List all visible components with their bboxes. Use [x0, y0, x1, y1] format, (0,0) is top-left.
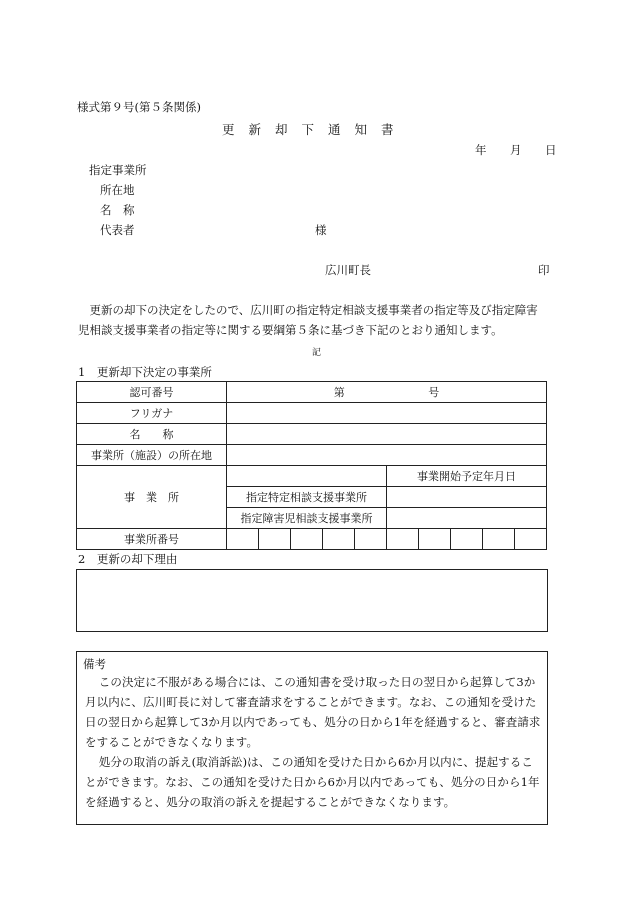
table-row	[77, 382, 547, 403]
table-row	[77, 529, 547, 550]
office-name-cell[interactable]	[227, 424, 547, 445]
office-number-digit[interactable]	[291, 529, 323, 550]
type1-date-cell[interactable]	[387, 487, 547, 508]
form-number: 様式第９号(第５条関係)	[77, 100, 201, 114]
date-year: 年	[475, 143, 487, 157]
ki-mark: 記	[312, 348, 322, 358]
office-number-digit[interactable]	[451, 529, 483, 550]
office-label: 事 業 所	[77, 466, 227, 529]
office-number-digit[interactable]	[355, 529, 387, 550]
notes-paragraph-1: この決定に不服がある場合には、この通知書を受け取った日の翌日から起算して3か月以内に、広川町長に対して審査請求をすることができます。なお、この通知を受けた日の翌日から起算して3か月以内であっても、処分の日から1年を経過すると、審査請求をすることができなくなります。	[85, 675, 541, 749]
table-row	[77, 466, 547, 487]
location-label: 事業所（施設）の所在地	[77, 445, 227, 466]
recipient-heading: 指定事業所	[89, 163, 147, 177]
office-number-digit[interactable]	[483, 529, 515, 550]
table-row	[77, 424, 547, 445]
address-label: 所在地	[100, 183, 135, 197]
start-date-label: 事業開始予定年月日	[387, 466, 547, 487]
reason-box[interactable]	[76, 569, 548, 632]
furigana-label: フリガナ	[77, 403, 227, 424]
honorific: 様	[315, 223, 327, 237]
notice-body: 更新の却下の決定をしたので、広川町の指定特定相談支援事業者の指定等及び指定障害児相談支援事業者の指定等に関する要綱第５条に基づき下記のとおり通知します。	[78, 303, 538, 337]
section1-title: 1 更新却下決定の事業所	[78, 365, 212, 379]
table-row	[77, 445, 547, 466]
date-day: 日	[545, 143, 557, 157]
date-month: 月	[510, 143, 522, 157]
sender-name: 広川町長	[325, 263, 371, 277]
office-number-digit[interactable]	[227, 529, 259, 550]
office-number-digit[interactable]	[515, 529, 547, 550]
name-label: 名 称	[100, 203, 135, 217]
office-name-label: 名 称	[77, 424, 227, 445]
notes-paragraph-2: 処分の取消の訴え(取消訴訟)は、この通知を受けた日から6か月以内に、提起することができます。なお、この通知を受けた日から6か月以内であっても、処分の日から1年を経過すると、処分の取消の訴えを提起することができなくなります。	[85, 755, 540, 809]
office-number-digit[interactable]	[419, 529, 451, 550]
office-number-digit[interactable]	[259, 529, 291, 550]
office-blank-cell[interactable]	[227, 466, 387, 487]
furigana-cell[interactable]	[227, 403, 547, 424]
notes-title: 備考	[83, 657, 106, 671]
type2-label: 指定障害児相談支援事業所	[227, 508, 387, 529]
type2-date-cell[interactable]	[387, 508, 547, 529]
permit-go: 号	[428, 386, 440, 399]
type1-label: 指定特定相談支援事業所	[227, 487, 387, 508]
office-table	[76, 381, 547, 550]
location-cell[interactable]	[227, 445, 547, 466]
representative-label: 代表者	[100, 223, 135, 237]
table-row	[77, 403, 547, 424]
permit-dai: 第	[333, 386, 345, 399]
notes-box	[76, 651, 548, 825]
seal-mark: 印	[538, 263, 550, 277]
document-title: 更新却下通知書	[222, 122, 408, 137]
permit-number-label: 認可番号	[77, 382, 227, 403]
office-number-digit[interactable]	[323, 529, 355, 550]
office-number-label: 事業所番号	[77, 529, 227, 550]
office-number-digit[interactable]	[387, 529, 419, 550]
section2-title: 2 更新の却下理由	[78, 552, 178, 566]
permit-number-cell[interactable]	[227, 382, 547, 403]
